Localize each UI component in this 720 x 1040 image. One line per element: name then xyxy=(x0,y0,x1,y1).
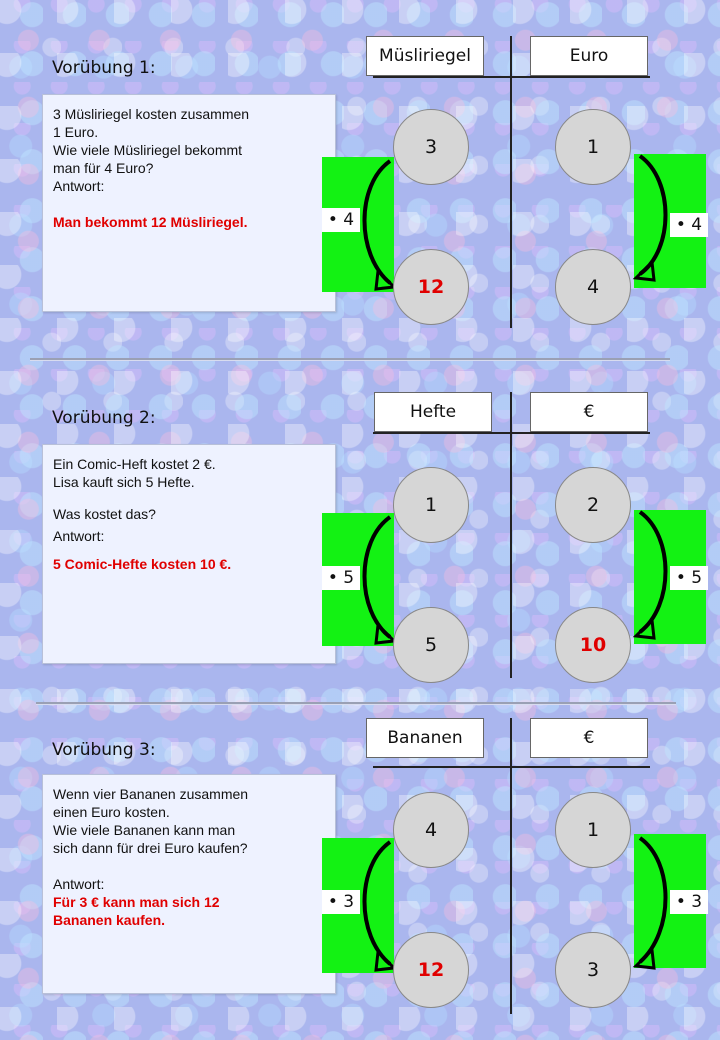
exercise-text-box xyxy=(42,444,336,664)
answer-label: Antwort: xyxy=(53,528,105,544)
header-left: Bananen xyxy=(366,718,484,758)
exercise-3 xyxy=(0,680,720,1000)
table-vertical-line xyxy=(510,392,512,678)
value-circle-left-top: 4 xyxy=(393,792,469,868)
exercise-1 xyxy=(0,0,720,320)
answer-label: Antwort: xyxy=(53,178,105,194)
value-circle-right-bottom: 3 xyxy=(555,932,631,1008)
exercise-title: Vorübung 3: xyxy=(52,740,156,760)
header-left: Müsliriegel xyxy=(366,36,484,76)
table-horizontal-line xyxy=(373,76,650,78)
table-horizontal-line xyxy=(373,766,650,768)
header-right: Euro xyxy=(530,36,648,76)
value-circle-right-bottom: 10 xyxy=(555,607,631,683)
factor-label-right: • 4 xyxy=(670,213,708,237)
exercise-question: 3 Müsliriegel kosten zusammen 1 Euro. Wie viele Müsliriegel bekommt man für 4 Euro? xyxy=(53,106,250,176)
exercise-text-box xyxy=(42,774,336,994)
value-circle-right-top: 2 xyxy=(555,467,631,543)
answer-label: Antwort: xyxy=(53,876,105,892)
factor-label-right: • 3 xyxy=(670,890,708,914)
factor-label-right: • 5 xyxy=(670,566,708,590)
header-left: Hefte xyxy=(374,392,492,432)
header-right: € xyxy=(530,718,648,758)
table-horizontal-line xyxy=(373,432,650,434)
exercise-question-2: Was kostet das? xyxy=(53,506,156,522)
factor-label-left: • 3 xyxy=(322,890,360,914)
exercise-question: Ein Comic-Heft kostet 2 €. Lisa kauft sich 5 Hefte. xyxy=(53,456,216,490)
header-right: € xyxy=(530,392,648,432)
value-circle-left-bottom: 12 xyxy=(393,932,469,1008)
value-circle-right-top: 1 xyxy=(555,109,631,185)
value-circle-left-bottom: 12 xyxy=(393,249,469,325)
answer-text: Für 3 € kann man sich 12 Bananen kaufen. xyxy=(53,894,220,928)
answer-text: 5 Comic-Hefte kosten 10 €. xyxy=(53,556,232,572)
value-circle-left-top: 3 xyxy=(393,109,469,185)
table-vertical-line xyxy=(510,36,512,328)
exercise-2 xyxy=(0,356,720,676)
factor-label-left: • 4 xyxy=(322,208,360,232)
exercise-title: Vorübung 1: xyxy=(52,58,156,78)
value-circle-right-bottom: 4 xyxy=(555,249,631,325)
value-circle-right-top: 1 xyxy=(555,792,631,868)
exercise-title: Vorübung 2: xyxy=(52,408,156,428)
value-circle-left-top: 1 xyxy=(393,467,469,543)
factor-label-left: • 5 xyxy=(322,566,360,590)
exercise-question: Wenn vier Bananen zusammen einen Euro kosten. Wie viele Bananen kann man sich dann für drei Euro kaufen? xyxy=(53,786,249,856)
table-vertical-line xyxy=(510,718,512,1014)
exercise-text-box xyxy=(42,94,336,312)
answer-text: Man bekommt 12 Müsliriegel. xyxy=(53,214,248,230)
value-circle-left-bottom: 5 xyxy=(393,607,469,683)
